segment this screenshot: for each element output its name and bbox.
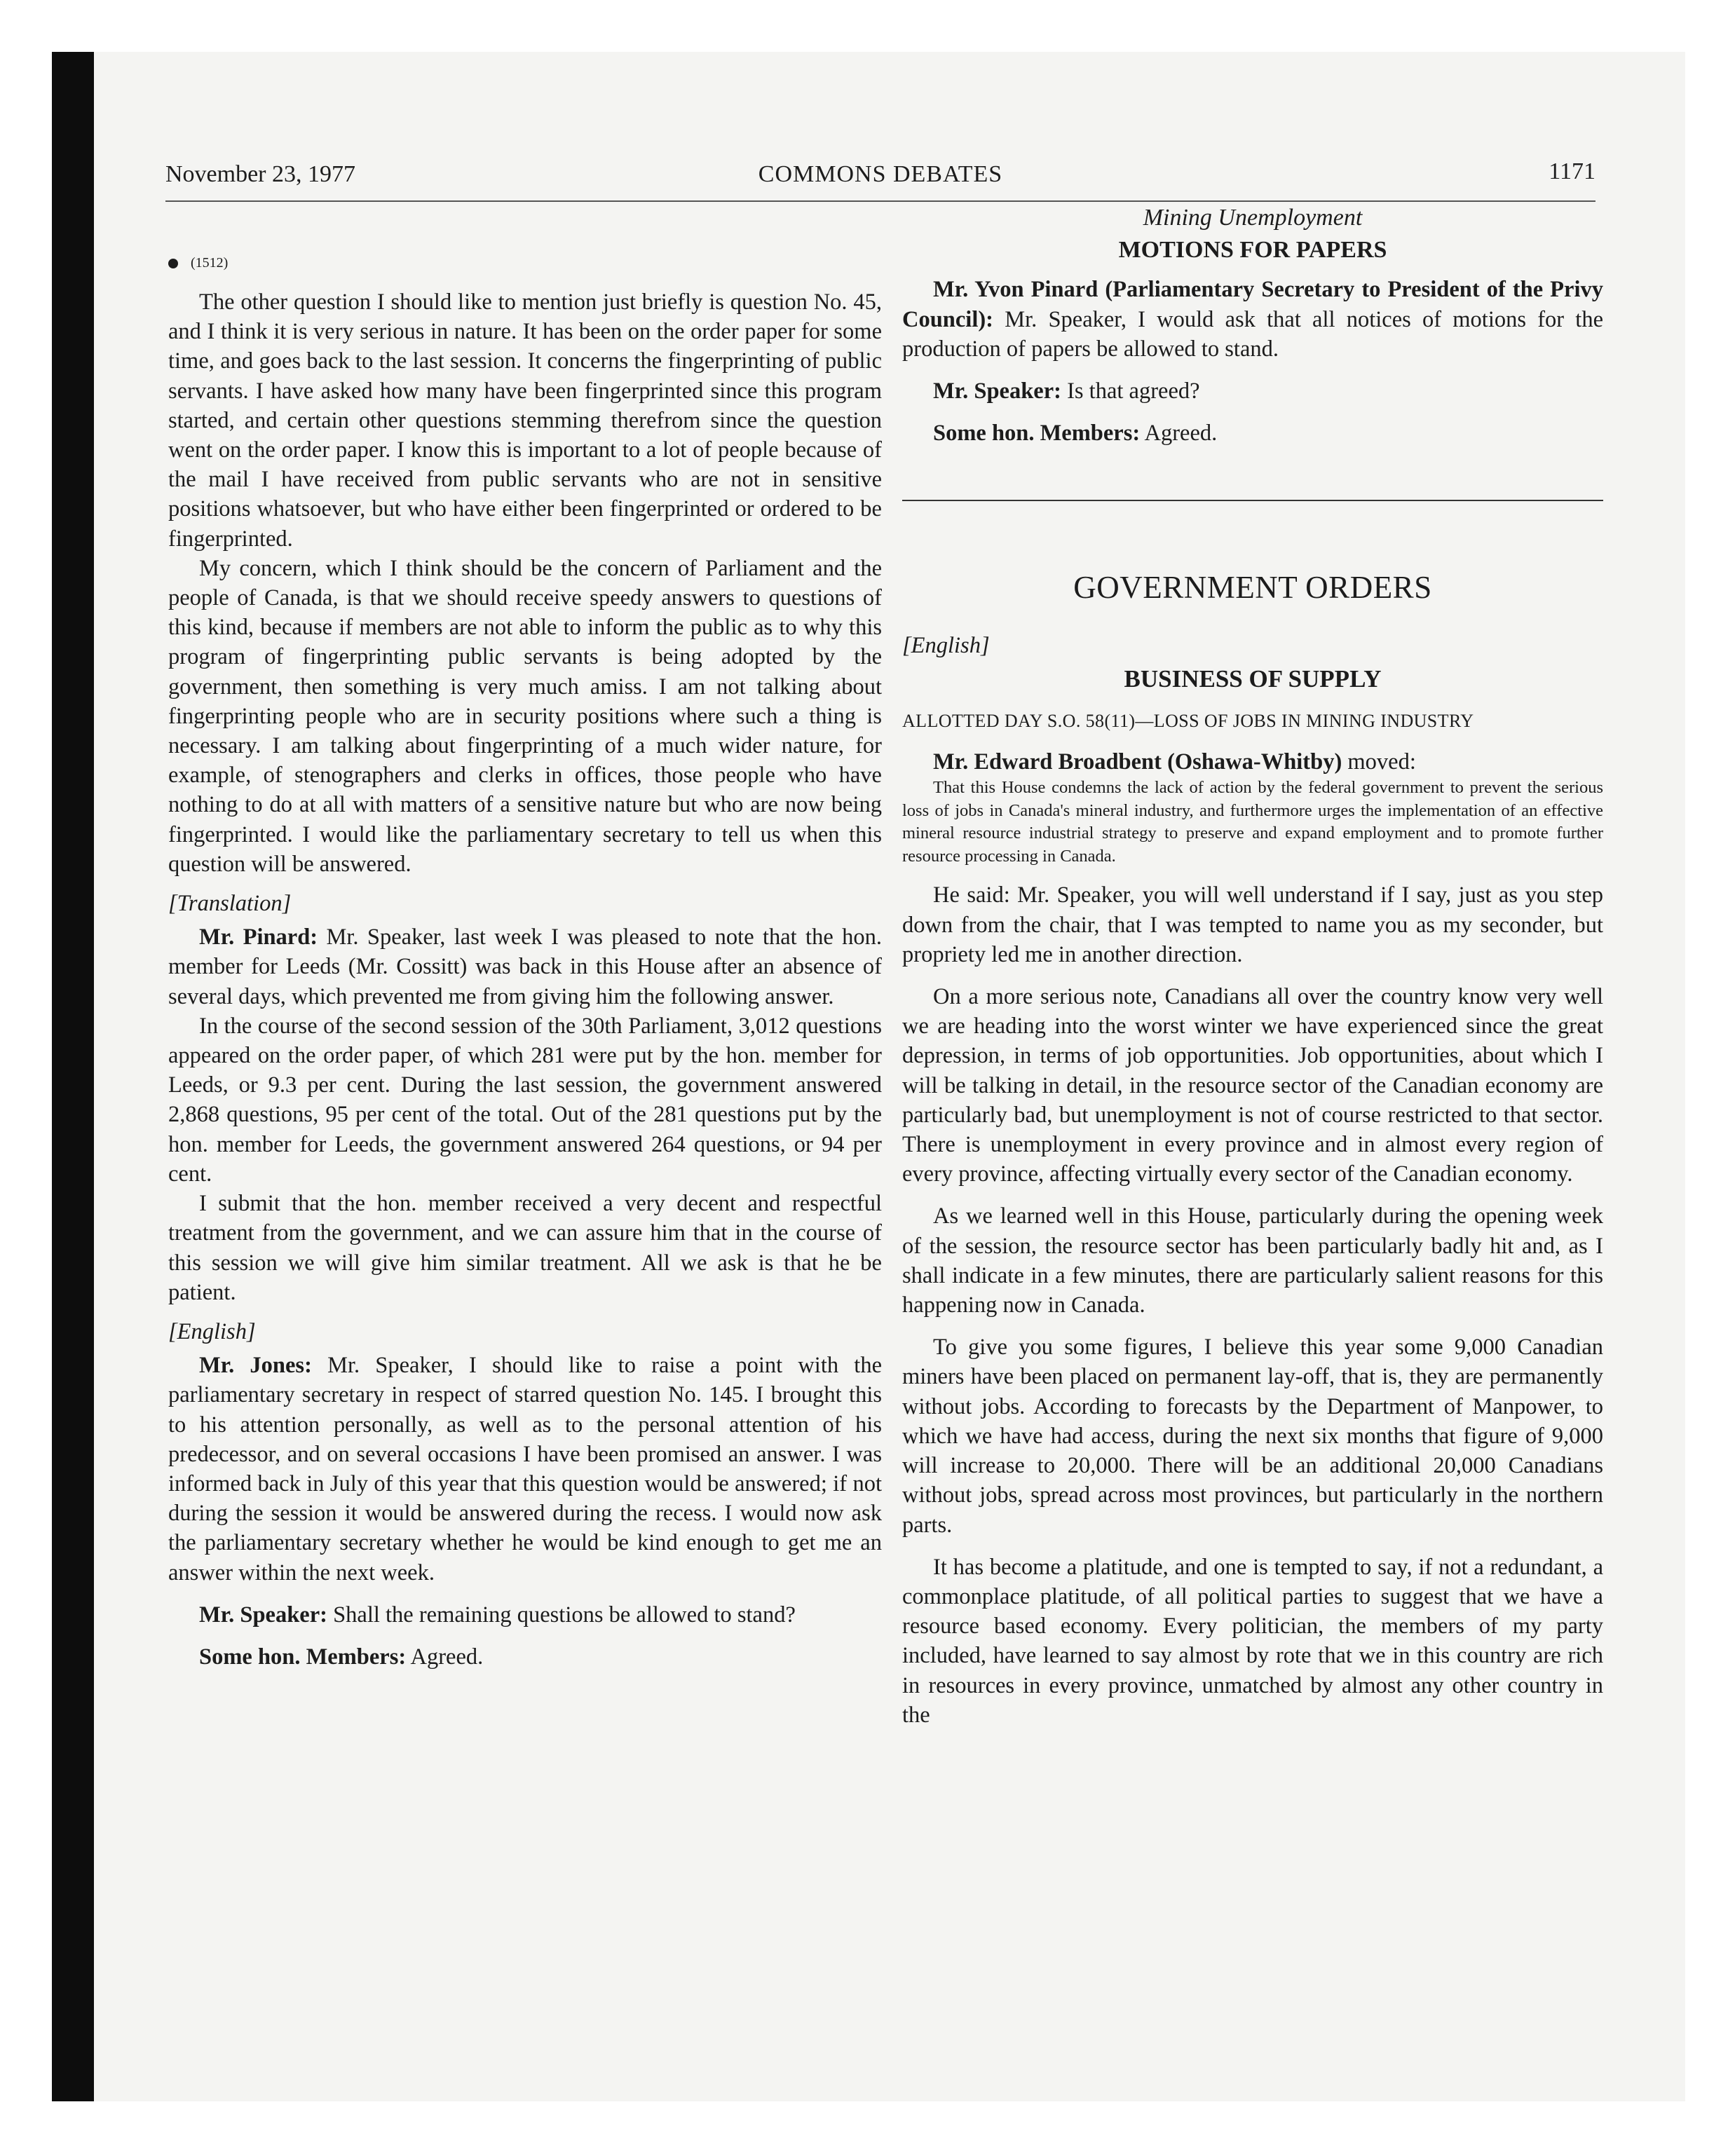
left-column [168, 252, 882, 1672]
speaker-name: Mr. Speaker: [933, 378, 1061, 404]
government-orders-heading: GOVERNMENT ORDERS [1073, 570, 1432, 606]
paragraph: The other question I should like to mention just briefly is question No. 45, and I think it is very serious in nature. It has been on the order paper for some time, and goes back to the last session. It concerns the fingerprinting of public servants. I have asked how many have been fingerprinted since this program started, and certain other questions stemming therefrom since the question went on the order paper. I know this is important to a lot of people because of the mail I have received from public servants who are not in sensitive positions whatsoever, but who have either been fingerprinted or ordered to be fingerprinted. [168, 289, 882, 552]
business-heading: BUSINESS OF SUPPLY [1124, 664, 1382, 692]
speaker-name: Mr. Edward Broadbent (Oshawa-Whitby) [933, 749, 1342, 775]
speech-text: Mr. Speaker, I would ask that all notices of motions for the production of papers be allowed to stand. [902, 306, 1603, 362]
speech-pinard [168, 922, 882, 1011]
speaker-name: Mr. Speaker: [199, 1602, 327, 1628]
speaker-name: Some hon. Members: [199, 1644, 407, 1670]
paragraph: He said: Mr. Speaker, you will well understand if I say, just as you step down from the chair, that I was tempted to name you as my seconder, but propriety led me in another direction. [902, 882, 1603, 967]
paragraph: I submit that the hon. member received a very decent and respectful treatment from the government, and we can assure him that in the course of this session we will give him similar treatment. All we ask is that he be patient. [168, 1191, 882, 1305]
speech-text: Mr. Speaker, last week I was pleased to note that the hon. member for Leeds (Mr. Cossitt) was back in this House after an absence of several days, which prevented me from giving him the following answer. [168, 925, 882, 1009]
scan-edge [52, 52, 94, 2101]
english-label: [English] [168, 1318, 256, 1344]
section-subtitle: Mining Unemployment [1143, 205, 1363, 231]
paragraph: In the course of the second session of the 30th Parliament, 3,012 questions appeared on the order paper, of which 281 were put by the hon. member for Leeds, or 9.3 per cent. During the last session, the government answered 2,868 questions, 95 per cent of the total. Out of the 281 questions put by the hon. member for Leeds, the government answered 264 questions, or 94 per cent. [168, 1013, 882, 1187]
speech-pinard [902, 275, 1603, 364]
english-label: [English] [902, 632, 990, 658]
section-divider [902, 500, 1603, 501]
translation-label: [Translation] [168, 891, 292, 917]
speech-text: Mr. Speaker, I should like to raise a point with the parliamentary secretary in respect of starred question No. 145. I brought this to his attention personally, as well as to the personal attention of his predecessor, and on several occasions I have been promised an answer. I was informed back in July of this year that this question would be answered; if not during the session it would be answered during the recess. I would now ask the parliamentary secretary whether he would be kind enough to get me an answer within the next week. [168, 1353, 882, 1585]
header-title: COMMONS DEBATES [758, 161, 1003, 187]
motion-intro [902, 747, 1603, 777]
paragraph: To give you some figures, I believe this year some 9,000 Canadian miners have been placed on permanent lay-off, that is, they are permanently without jobs. According to forecasts by the Department of Manpower, to which we have had access, during the next six months that figure of 9,000 will increase to 20,000. There will be an additional 20,000 Canadians without jobs, spread across most provinces, but particularly in the northern parts. [902, 1335, 1603, 1538]
speech-text: Is that agreed? [1067, 378, 1200, 404]
speech-members [902, 418, 1603, 448]
speaker-name: Mr. Jones: [199, 1353, 312, 1379]
paragraph: My concern, which I think should be the concern of Parliament and the people of Canada, is that we should receive speedy answers to questions of this kind, because if members are not able to inform the public as to why this program of fingerprinting public servants is being adopted by the government, then something is very much amiss. I am not talking about fingerprinting people who are in security positions where such a thing is necessary. I am talking about fingerprinting of a much wider nature, for example, of stenographers and clerks in offices, those people who have nothing to do at all with matters of a sensitive nature but who are now being fingerprinted. I would like the parliamentary secretary to tell us when this question will be answered. [168, 555, 882, 877]
speech-text: Agreed. [410, 1644, 484, 1670]
speech-jones [168, 1351, 882, 1588]
speaker-name: Some hon. Members: [933, 421, 1141, 446]
speech-text: Shall the remaining questions be allowed to stand? [333, 1602, 796, 1628]
paragraph: As we learned well in this House, particularly during the opening week of the session, the resource sector has been particularly badly hit and, as I shall indicate in a few minutes, there are particularly salient reasons for this happening now in Canada. [902, 1203, 1603, 1318]
allotted-day-line: ALLOTTED DAY S.O. 58(11)—LOSS OF JOBS IN MINING INDUSTRY [902, 711, 1474, 732]
speech-speaker [902, 376, 1603, 406]
right-column [902, 203, 1603, 1730]
speech-speaker [168, 1600, 882, 1630]
paragraph: It has become a platitude, and one is tempted to say, if not a redundant, a commonplace platitude, of all political parties to suggest that we have a resource based economy. Every politician, the members of my party included, have learned to say almost by rote that we in this country are rich in resources in every province, unmatched by almost any other country in the [902, 1554, 1603, 1728]
speaker-name: Mr. Pinard: [199, 925, 318, 950]
page-header [165, 158, 1595, 202]
paragraph: On a more serious note, Canadians all over the country know very well we are heading into the worst winter we have experienced since the great depression, in terms of job opportunities. Job opportunities, about which I will be talking in detail, in the resource sector of the Canadian economy are particularly bad, but unemployment is not of course restricted to that sector. There is unemployment in every province and in almost every region of every province, affecting virtually every sector of the Canadian economy. [902, 984, 1603, 1187]
time-marker [168, 252, 882, 273]
speech-text: Agreed. [1144, 421, 1218, 446]
speaker-name: Mr. Yvon Pinard (Parliamentary Secretary to President of the Privy Council): [902, 277, 1603, 332]
motion-text: That this House condemns the lack of action by the federal government to prevent the serious loss of jobs in Canada's mineral industry, and furthermore urges the implementation of an effective mineral resource industrial strategy to preserve and expand employment and to promote further resource processing in Canada. [902, 778, 1603, 866]
header-date: November 23, 1977 [165, 161, 356, 187]
header-page-number: 1171 [1549, 158, 1595, 184]
section-heading: MOTIONS FOR PAPERS [1118, 237, 1387, 264]
moved-text: moved: [1347, 749, 1416, 775]
time-marker-text: (1512) [191, 255, 229, 271]
speech-members [168, 1642, 882, 1672]
bullet-icon [168, 259, 178, 268]
